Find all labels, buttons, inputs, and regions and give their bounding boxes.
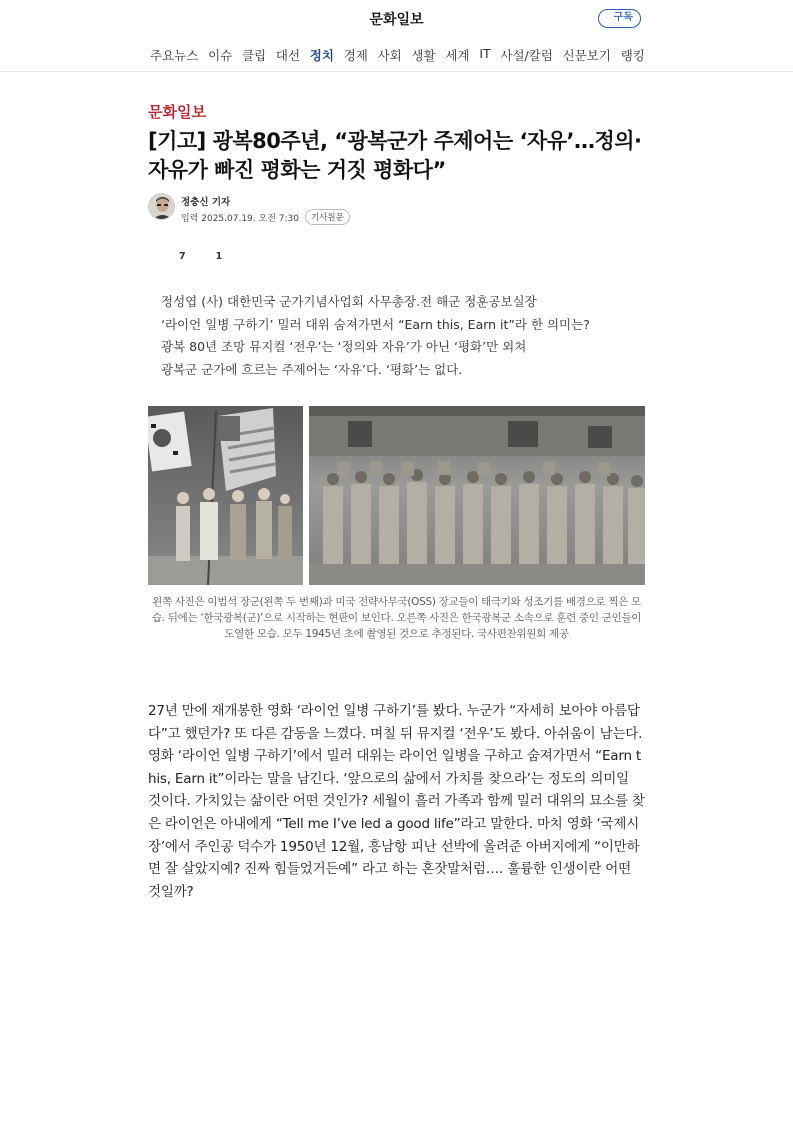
site-title[interactable]: 문화일보 [369, 12, 424, 28]
nav-item[interactable]: 사설/칼럼 [500, 48, 553, 63]
nav-item[interactable]: 세계 [445, 48, 470, 63]
nav-item[interactable]: 경제 [343, 48, 368, 63]
nav-item[interactable]: 신문보기 [562, 48, 611, 63]
article-brand: 문화일보 [148, 103, 206, 121]
article-photo [148, 406, 645, 585]
subscribe-button[interactable] [598, 9, 641, 28]
article-summary [161, 291, 631, 381]
summary-line: 정성엽 (사) 대한민국 군가기념사업회 사무총장.전 해군 정훈공보실장 [161, 294, 537, 309]
nav-item[interactable]: 생활 [411, 48, 436, 63]
subscribe-label: 구독 [613, 12, 633, 23]
summary-line: 광복군 군가에 흐르는 주제어는 ‘자유’다. ‘평화’는 없다. [161, 361, 463, 377]
nav-item[interactable]: 랭킹 [620, 48, 645, 63]
nav-item[interactable]: IT [479, 46, 491, 61]
article-meta [181, 209, 350, 225]
article-headline: [기고] 광복80주년, “광복군가 주제어는 ‘자유’…정의·자유가 빠진 평화는 거짓 평화다” [148, 129, 642, 182]
nav-item[interactable]: 정치 [309, 48, 334, 63]
nav-item[interactable]: 클립 [241, 48, 267, 63]
author-portrait-icon [149, 194, 175, 220]
nav-item[interactable]: 주요뉴스 [150, 48, 199, 63]
reaction-count[interactable]: 7 [179, 251, 186, 262]
photo-caption: 왼쪽 사진은 이범석 장군(왼쪽 두 번째)과 미국 전략사무국(OSS) 장교들이 태극기와 성조기를 배경으로 찍은 모습. 뒤에는 ‘한국광복(군)’으로 시작하는 현판이 보인다. 오른쪽 사진은 한국광복군 소속으로 훈련 중인 군인들이 도열한 모습. 모두 1945년 초에 촬영된 것으로 추정된다. 국사편찬위원회 제공 [151, 596, 642, 640]
reaction-bar [179, 251, 222, 262]
main-nav [150, 46, 645, 64]
author-avatar[interactable] [148, 193, 175, 220]
nav-item[interactable]: 대선 [275, 48, 301, 63]
nav-item[interactable]: 사회 [377, 48, 402, 63]
article-body: 27년 만에 재개봉한 영화 ‘라이언 일병 구하기’를 봤다. 누군가 “자세히 보아야 아름답다”고 했던가? 또 다른 감동을 느꼈다. 며칠 뒤 뮤지컬 ‘전우’도 봤다. 아쉬움이 남는다. 영화 ‘라이언 일병 구하기’에서 밀러 대위는 라이언 일병을 구하고 숨져가면서 “Earn this, Earn it”이라는 말을 남긴다. ‘앞으로의 삶에서 가치를 찾으라’는 정도의 의미일 것이다. 가치있는 삶이란 어떤 것인가? 세월이 흘러 가족과 함께 밀러 대위의 묘소를 찾은 라이언은 아내에게 “Tell me I’ve led a good life”라고 말한다. 마치 영화 ‘국제시장’에서 주인공 덕수가 1950년 12월, 흥남항 피난 선박에 올려준 아버지에게 “이만하면 잘 살았지예? 진짜 힘들었거든예” 라고 하는 혼잣말처럼…. 훌륭한 인생이란 어떤 것일까? [148, 703, 645, 900]
summary-line: 광복 80년 조망 뮤지컬 ‘전우’는 ‘정의와 자유’가 아닌 ‘평화’만 외쳐 [161, 339, 527, 354]
comment-count[interactable]: 1 [215, 251, 223, 262]
original-article-button[interactable]: 기사원문 [305, 209, 350, 225]
author-name[interactable]: 정충신 기자 [181, 197, 231, 208]
site-header [0, 0, 793, 72]
summary-line: ‘라이언 일병 구하기’ 밀러 대위 숨져가면서 “Earn this, Earn it”라 한 의미는? [161, 316, 590, 332]
nav-item[interactable]: 이슈 [208, 48, 233, 63]
published-date: 입력 2025.07.19. 오전 7:30 [181, 213, 299, 224]
